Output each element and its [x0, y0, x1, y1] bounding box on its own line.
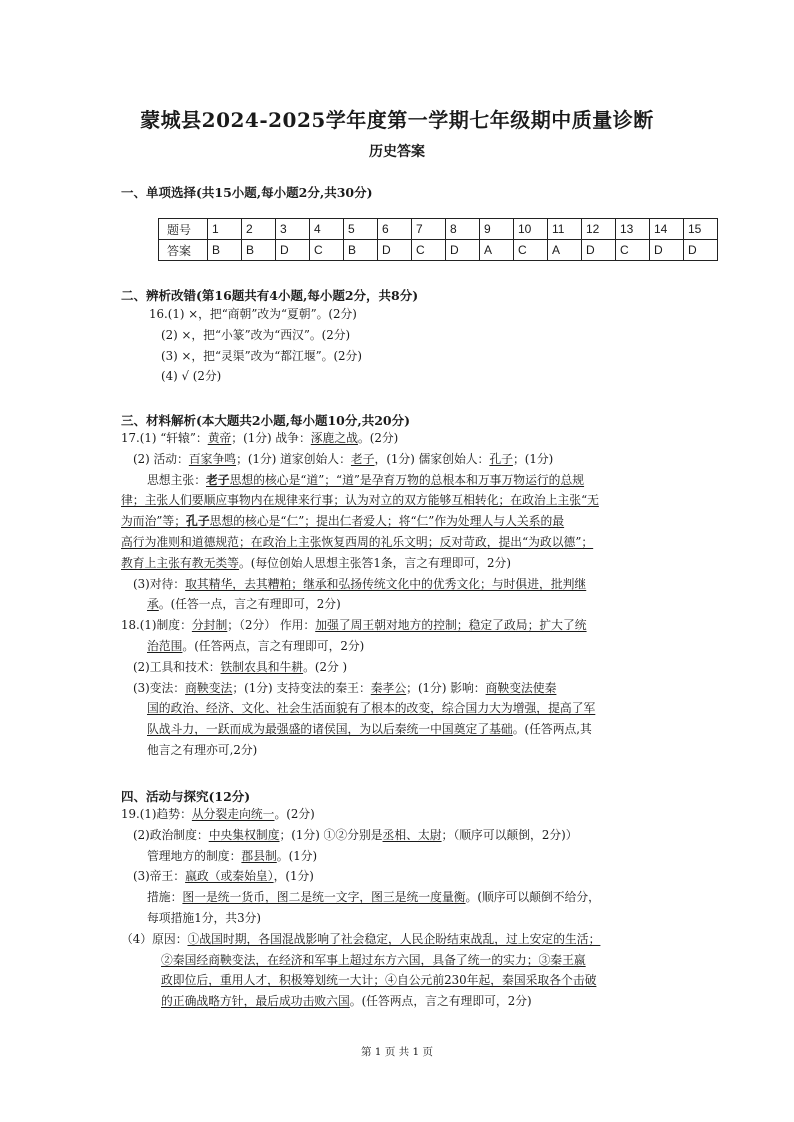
number-cell: 12	[582, 219, 616, 240]
answer-text: 商鞅变法	[185, 680, 233, 695]
text: 。(每位创始人思想主张答1条，言之有理即可，2分)	[238, 555, 511, 570]
answer-text: 政即位后，重用人才，积极筹划统一大计；④自公元前230年起，秦国采取各个击破	[161, 973, 597, 988]
answer-text: 承	[147, 597, 159, 612]
answer-text: 黄帝	[207, 431, 232, 445]
q17-2-thought-line	[121, 490, 679, 511]
number-cell: 13	[616, 219, 650, 240]
q19-4-line	[121, 991, 679, 1012]
text: (2) 活动：	[133, 451, 189, 466]
number-cell: 14	[650, 219, 684, 240]
answer-cell: A	[548, 240, 582, 261]
answer-cell: B	[208, 240, 242, 261]
q18-2-line	[121, 657, 679, 678]
answer-text: 思想的核心是“道”；“道”是孕育万物的总根本和万事万物运行的总规	[229, 472, 585, 487]
q17-1-line	[121, 428, 679, 449]
q17-2-line	[121, 449, 679, 470]
number-cell: 2	[242, 219, 276, 240]
answer-cell: D	[582, 240, 616, 261]
text: 思想主张：	[147, 472, 206, 487]
answer-text: 思想的核心是“仁”；提出仁者爱人；将“仁”作为处理人与人关系的最	[209, 514, 565, 529]
q19-2b-line	[121, 846, 679, 867]
answer-text: ①战国时期，各国混战影响了社会稳定，人民企盼结束战乱，过上安定的生活；	[187, 931, 601, 946]
number-cell: 11	[548, 219, 582, 240]
answer-text: 中央集权制度	[208, 827, 280, 842]
text: (3)对待：	[133, 576, 186, 591]
text: ，(1分)	[273, 869, 314, 884]
answer-cell: D	[446, 240, 480, 261]
text: 他言之有理亦可,2分)	[147, 742, 258, 757]
q18-1-line	[121, 615, 679, 636]
number-cell: 5	[344, 219, 378, 240]
q18-3-line	[121, 719, 679, 740]
section4-heading: 四、活动与探究(12分)	[121, 789, 251, 804]
answer-cell: D	[378, 240, 412, 261]
number-cell: 1	[208, 219, 242, 240]
answer-text: 铁制农具和牛耕	[220, 659, 304, 674]
row-label-numbers: 题号	[159, 219, 208, 240]
answer-text: 孔子	[186, 514, 210, 529]
q17-3-line	[121, 574, 679, 595]
text: 。(任答两点，言之有理即可，2分)	[349, 994, 532, 1009]
answer-table-number-row	[159, 219, 718, 240]
answer-line: (3) ×，把“灵渠”改为“都江堰”。(2分)	[161, 348, 362, 363]
section3-heading: 三、材料解析(本大题共2小题,每小题10分,共20分)	[121, 413, 411, 428]
answer-text: 国的政治、经济、文化、社会生活面貌有了根本的改变，综合国力大为增强，提高了军	[147, 701, 596, 716]
number-cell: 7	[412, 219, 446, 240]
q18-1-line	[121, 636, 679, 657]
text: ；(1分)	[512, 451, 554, 466]
answer-text: ②秦国经商鞅变法，在经济和军事上超过东方六国，具备了统一的实力；③秦王嬴	[161, 952, 586, 967]
answer-line: (2) ×，把“小篆”改为“西汉”。(2分)	[161, 327, 351, 342]
text: (2)工具和技术：	[133, 659, 221, 674]
number-cell: 4	[310, 219, 344, 240]
answer-text: 教育上主张有教无类等	[121, 555, 239, 570]
answer-cell: D	[684, 240, 718, 261]
q19-4-line	[121, 970, 679, 991]
text: ；(1分) 影响：	[406, 680, 486, 695]
document-subtitle: 历史答案	[369, 144, 425, 160]
text: （4）原因：	[121, 931, 188, 946]
q17-2-thought-line	[121, 553, 679, 574]
answer-text: 孔子	[489, 451, 513, 466]
number-cell: 9	[480, 219, 514, 240]
answer-cell: D	[276, 240, 310, 261]
answer-table-answer-row	[159, 240, 718, 261]
q17-2-thought-line	[121, 470, 679, 491]
answer-cell: B	[344, 240, 378, 261]
q19-3-measures-line	[121, 908, 679, 929]
text: (3)变法：	[133, 680, 186, 695]
row-label-answers: 答案	[159, 240, 208, 261]
answer-text: 涿鹿之战	[310, 431, 358, 445]
answer-table	[158, 218, 718, 261]
q18-3-line	[121, 698, 679, 719]
number-cell: 10	[514, 219, 548, 240]
answer-text: 为而治”等；	[121, 514, 187, 529]
number-cell: 15	[684, 219, 718, 240]
q19-2-line	[121, 825, 679, 846]
answer-text: 百家争鸣	[188, 451, 237, 466]
answer-text: 从分裂走向统一	[191, 807, 275, 821]
q18-3-line	[121, 678, 679, 699]
text: 。(任答两点，言之有理即可，2分)	[182, 638, 365, 653]
page-footer: 第 1 页 共 1 页	[360, 1046, 434, 1058]
q17-3-line	[121, 594, 679, 615]
text: ；（2分） 作用：	[227, 618, 316, 633]
answer-text: 治范围	[147, 638, 183, 653]
q19-4-line	[121, 950, 679, 971]
section3-body	[121, 428, 679, 761]
q19-3-measures-line	[121, 887, 679, 908]
answer-text: 郡县制	[241, 848, 277, 863]
text: 措施：	[147, 890, 183, 905]
text: ，(1分) 儒家创始人：	[374, 451, 490, 466]
text: ；(1分) 战争：	[231, 431, 311, 445]
answer-cell: C	[310, 240, 344, 261]
text: 。(2分)	[274, 807, 315, 821]
answer-cell: B	[242, 240, 276, 261]
answer-text: 高行为准则和道德规范；在政治上主张恢复西周的礼乐文明；反对苛政，提出“为政以德”；	[121, 534, 594, 549]
text: 。(2分)	[357, 431, 399, 445]
text: 管理地方的制度：	[147, 848, 242, 863]
text: (3)帝王：	[133, 869, 186, 884]
section4-body	[121, 804, 679, 1012]
text: 。(2分 )	[303, 659, 348, 674]
q18-3-line	[121, 740, 679, 761]
answer-text: 律；主张人们要顺应事物内在规律来行事；认为对立的双方能够互相转化；在政治上主张“无	[121, 493, 599, 508]
q17-2-thought-line	[121, 511, 679, 532]
text: 。(任答一点，言之有理即可，2分)	[158, 597, 341, 612]
answer-text: 老子	[206, 472, 230, 487]
answer-text: 秦孝公	[370, 680, 407, 695]
answer-cell: C	[412, 240, 446, 261]
section2-body	[121, 304, 679, 387]
text: 。(1分)	[276, 848, 318, 863]
answer-text: 老子	[350, 451, 375, 466]
answer-text: 的正确战略方针，最后成功击败六国	[161, 994, 350, 1009]
document-title: 蒙城县2024-2025学年度第一学期七年级期中质量诊断	[140, 108, 654, 132]
answer-line: 16.(1) ×，把“商朝”改为“夏朝”。(2分)	[149, 307, 357, 321]
answer-cell: D	[650, 240, 684, 261]
answer-text: 取其精华，去其糟粕；继承和弘扬传统文化中的优秀文化；与时俱进，批判继	[185, 576, 587, 591]
answer-line: (4) √ (2分)	[161, 369, 222, 384]
answer-cell: A	[480, 240, 514, 261]
text: 18.(1)制度：	[121, 618, 192, 633]
answer-text: 队战斗力，一跃而成为最强盛的诸侯国，为以后秦统一中国奠定了基础	[147, 722, 513, 737]
text: 17.(1) “轩辕”：	[121, 431, 208, 445]
text: ；(1分) 支持变法的秦王：	[232, 680, 371, 695]
text: 19.(1)趋势：	[121, 807, 192, 821]
section2-heading: 二、辨析改错(第16题共有4小题,每小题2分，共8分)	[121, 288, 419, 303]
answer-cell: C	[514, 240, 548, 261]
q19-1-line	[121, 804, 679, 825]
section1-heading: 一、单项选择(共15小题,每小题2分,共30分)	[121, 185, 373, 200]
text: (2)政治制度：	[133, 827, 209, 842]
answer-text: 丞相、太尉	[382, 827, 442, 842]
answer-text: 嬴政（或秦始皇）	[185, 869, 274, 884]
q17-2-thought-line	[121, 532, 679, 553]
text: ；(1分) ①②分别是	[279, 827, 383, 842]
text: 。(任答两点,其	[512, 722, 592, 737]
number-cell: 6	[378, 219, 412, 240]
number-cell: 3	[276, 219, 310, 240]
answer-cell: C	[616, 240, 650, 261]
text: 每项措施1分，共3分)	[147, 910, 261, 925]
q19-4-line	[121, 929, 679, 950]
number-cell: 8	[446, 219, 480, 240]
answer-text: 图一是统一货币，图二是统一文字，图三是统一度量衡	[182, 890, 466, 905]
answer-text: 分封制	[191, 618, 228, 633]
answer-text: 商鞅变法使秦	[485, 680, 557, 695]
answer-text: 加强了周王朝对地方的控制；稳定了政局；扩大了统	[315, 618, 587, 633]
text: ；（顺序可以颠倒，2分)）	[441, 827, 578, 842]
text: 。(顺序可以颠倒不给分，	[465, 890, 600, 905]
text: ；(1分) 道家创始人：	[236, 451, 351, 466]
q19-3-line	[121, 866, 679, 887]
